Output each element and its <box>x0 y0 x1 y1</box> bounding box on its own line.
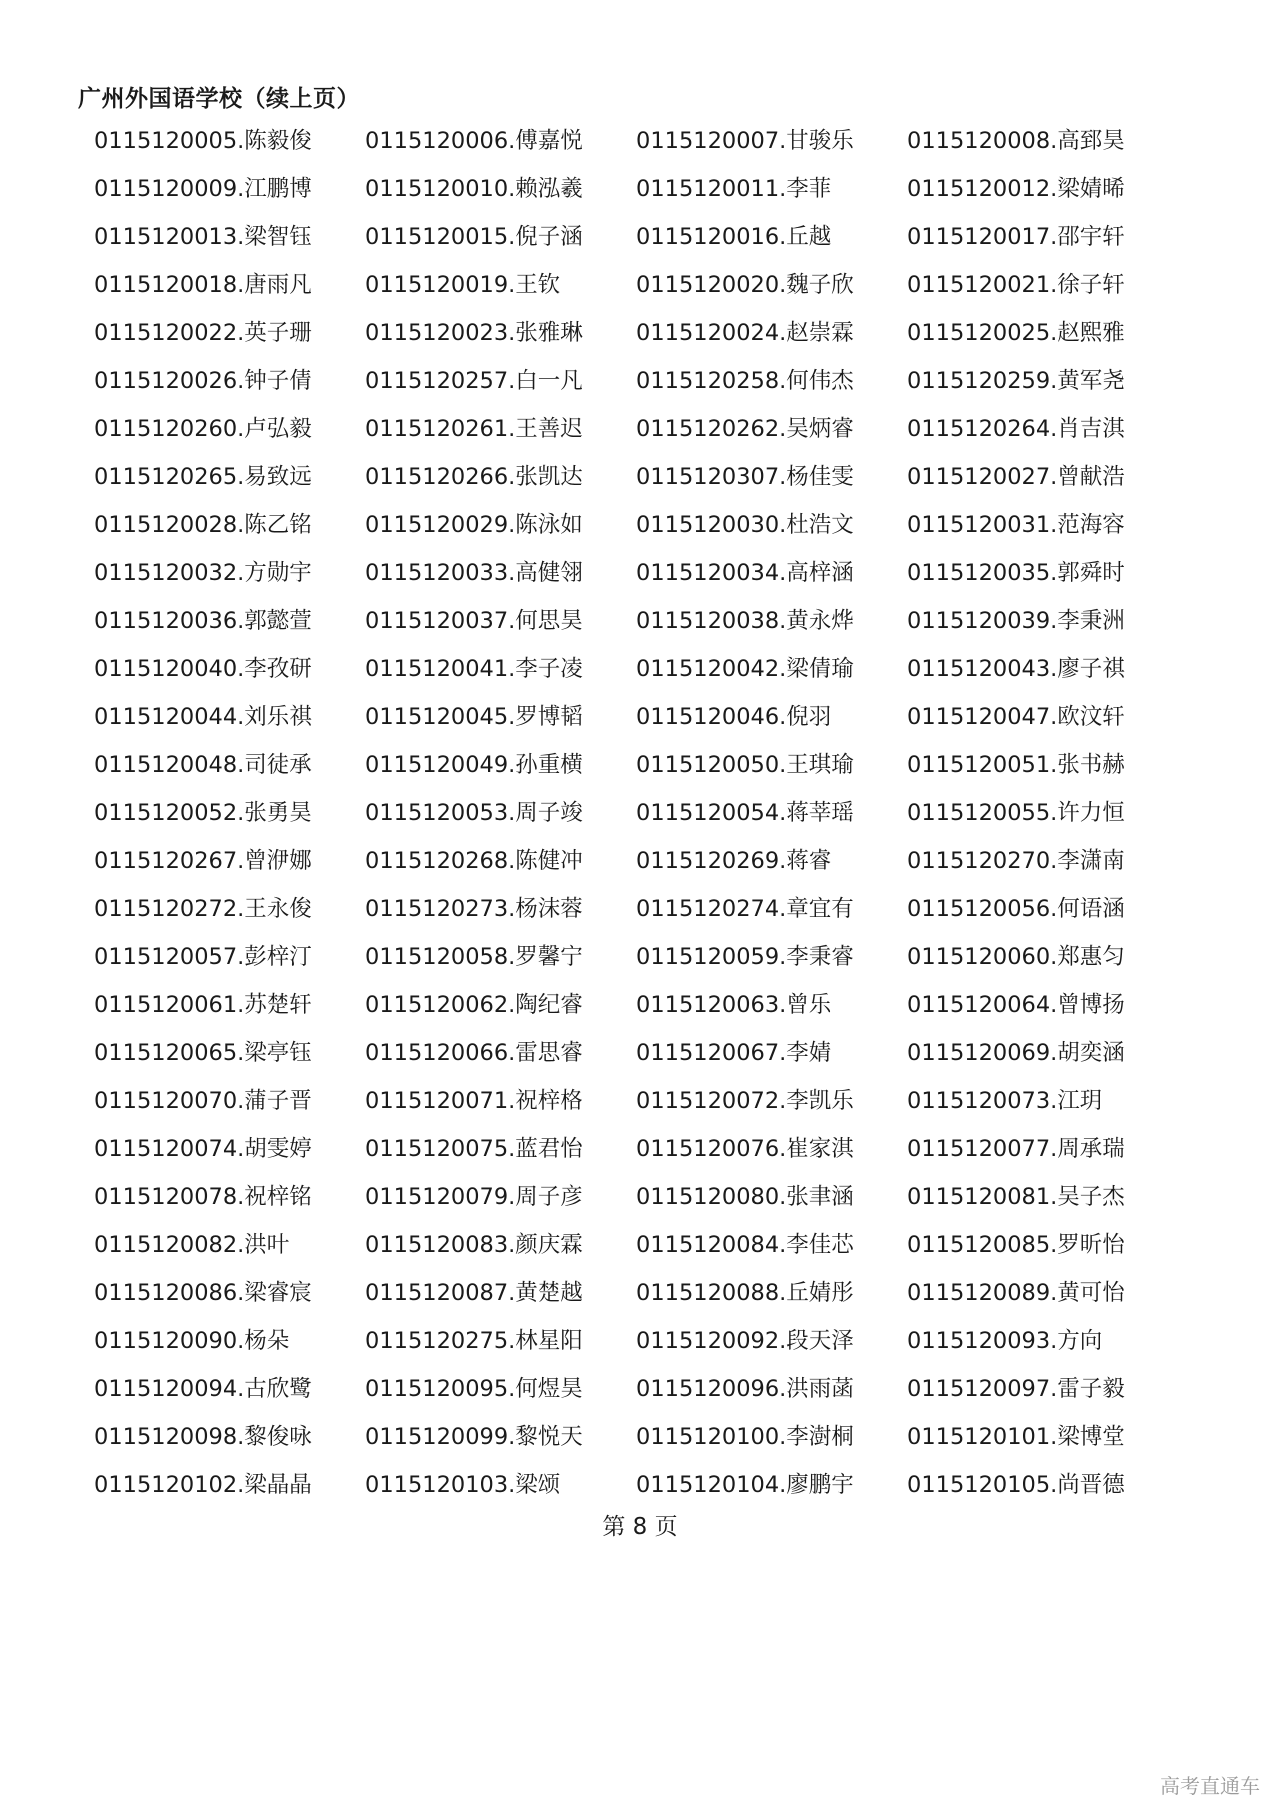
student-entry: 0115120079.周子彦 <box>365 1184 583 1210</box>
student-entry: 0115120269.蒋睿 <box>636 848 832 874</box>
student-entry: 0115120089.黄可怡 <box>907 1280 1125 1306</box>
list-row <box>94 220 1194 268</box>
student-entry: 0115120006.傅嘉悦 <box>365 128 583 154</box>
student-entry: 0115120082.洪叶 <box>94 1232 290 1258</box>
student-entry: 0115120055.许力恒 <box>907 800 1125 826</box>
student-entry: 0115120043.廖子祺 <box>907 656 1125 682</box>
student-entry: 0115120067.李婧 <box>636 1040 832 1066</box>
student-entry: 0115120273.杨沫蓉 <box>365 896 583 922</box>
school-heading: 广州外国语学校（续上页） <box>78 86 360 112</box>
list-row <box>94 1228 1194 1276</box>
student-entry: 0115120260.卢弘毅 <box>94 416 312 442</box>
student-entry: 0115120061.苏楚轩 <box>94 992 312 1018</box>
student-list-grid <box>94 124 1194 1516</box>
list-row <box>94 460 1194 508</box>
student-entry: 0115120017.邵宇轩 <box>907 224 1125 250</box>
student-entry: 0115120053.周子竣 <box>365 800 583 826</box>
list-row <box>94 316 1194 364</box>
student-entry: 0115120062.陶纪睿 <box>365 992 583 1018</box>
student-entry: 0115120078.祝梓铭 <box>94 1184 312 1210</box>
student-entry: 0115120072.李凯乐 <box>636 1088 854 1114</box>
student-entry: 0115120076.崔家淇 <box>636 1136 854 1162</box>
student-entry: 0115120027.曾献浩 <box>907 464 1125 490</box>
student-entry: 0115120093.方向 <box>907 1328 1103 1354</box>
student-entry: 0115120042.梁倩瑜 <box>636 656 854 682</box>
student-entry: 0115120046.倪羽 <box>636 704 832 730</box>
student-entry: 0115120272.王永俊 <box>94 896 312 922</box>
student-entry: 0115120025.赵熙雅 <box>907 320 1125 346</box>
student-entry: 0115120051.张书赫 <box>907 752 1125 778</box>
list-row <box>94 1276 1194 1324</box>
student-entry: 0115120038.黄永烨 <box>636 608 854 634</box>
student-entry: 0115120088.丘婧彤 <box>636 1280 854 1306</box>
student-entry: 0115120029.陈泳如 <box>365 512 583 538</box>
student-entry: 0115120073.江玥 <box>907 1088 1103 1114</box>
student-entry: 0115120077.周承瑞 <box>907 1136 1125 1162</box>
student-entry: 0115120267.曾洢娜 <box>94 848 312 874</box>
student-entry: 0115120045.罗博韬 <box>365 704 583 730</box>
list-row <box>94 508 1194 556</box>
student-entry: 0115120258.何伟杰 <box>636 368 854 394</box>
list-row <box>94 268 1194 316</box>
student-entry: 0115120009.江鹏博 <box>94 176 312 202</box>
student-entry: 0115120069.胡奕涵 <box>907 1040 1125 1066</box>
list-row <box>94 124 1194 172</box>
student-entry: 0115120265.易致远 <box>94 464 312 490</box>
student-entry: 0115120021.徐子轩 <box>907 272 1125 298</box>
student-entry: 0115120101.梁博堂 <box>907 1424 1125 1450</box>
list-row <box>94 1132 1194 1180</box>
student-entry: 0115120262.吴炳睿 <box>636 416 854 442</box>
student-entry: 0115120018.唐雨凡 <box>94 272 312 298</box>
student-entry: 0115120307.杨佳雯 <box>636 464 854 490</box>
student-entry: 0115120049.孙重横 <box>365 752 583 778</box>
student-entry: 0115120013.梁智钰 <box>94 224 312 250</box>
student-entry: 0115120083.颜庆霖 <box>365 1232 583 1258</box>
student-entry: 0115120011.李菲 <box>636 176 832 202</box>
list-row <box>94 604 1194 652</box>
student-entry: 0115120022.英子珊 <box>94 320 312 346</box>
list-row <box>94 988 1194 1036</box>
student-entry: 0115120033.高健翎 <box>365 560 583 586</box>
list-row <box>94 940 1194 988</box>
student-entry: 0115120041.李子凌 <box>365 656 583 682</box>
student-entry: 0115120266.张凯达 <box>365 464 583 490</box>
list-row <box>94 1372 1194 1420</box>
student-entry: 0115120056.何语涵 <box>907 896 1125 922</box>
list-row <box>94 556 1194 604</box>
student-entry: 0115120060.郑惠匀 <box>907 944 1125 970</box>
student-entry: 0115120031.范海容 <box>907 512 1125 538</box>
student-entry: 0115120264.肖吉淇 <box>907 416 1125 442</box>
student-entry: 0115120035.郭舜时 <box>907 560 1125 586</box>
student-entry: 0115120086.梁睿宸 <box>94 1280 312 1306</box>
student-entry: 0115120057.彭梓汀 <box>94 944 312 970</box>
list-row <box>94 796 1194 844</box>
student-entry: 0115120087.黄楚越 <box>365 1280 583 1306</box>
student-entry: 0115120050.王琪瑜 <box>636 752 854 778</box>
student-entry: 0115120059.李秉睿 <box>636 944 854 970</box>
student-entry: 0115120039.李秉洲 <box>907 608 1125 634</box>
student-entry: 0115120026.钟子倩 <box>94 368 312 394</box>
student-entry: 0115120054.蒋莘瑶 <box>636 800 854 826</box>
page-number: 第 8 页 <box>602 1514 678 1540</box>
student-entry: 0115120024.赵崇霖 <box>636 320 854 346</box>
student-entry: 0115120010.赖泓羲 <box>365 176 583 202</box>
student-entry: 0115120020.魏子欣 <box>636 272 854 298</box>
student-entry: 0115120084.李佳芯 <box>636 1232 854 1258</box>
list-row <box>94 1180 1194 1228</box>
student-entry: 0115120104.廖鹏宇 <box>636 1472 854 1498</box>
list-row <box>94 844 1194 892</box>
list-row <box>94 1084 1194 1132</box>
student-entry: 0115120275.林星阳 <box>365 1328 583 1354</box>
student-entry: 0115120274.章宜有 <box>636 896 854 922</box>
student-entry: 0115120081.吴子杰 <box>907 1184 1125 1210</box>
list-row <box>94 1324 1194 1372</box>
student-entry: 0115120090.杨朵 <box>94 1328 290 1354</box>
student-entry: 0115120094.古欣鹭 <box>94 1376 312 1402</box>
list-row <box>94 364 1194 412</box>
student-entry: 0115120044.刘乐祺 <box>94 704 312 730</box>
student-entry: 0115120074.胡雯婷 <box>94 1136 312 1162</box>
list-row <box>94 412 1194 460</box>
student-entry: 0115120065.梁亭钰 <box>94 1040 312 1066</box>
list-row <box>94 748 1194 796</box>
student-entry: 0115120071.祝梓格 <box>365 1088 583 1114</box>
student-entry: 0115120063.曾乐 <box>636 992 832 1018</box>
student-entry: 0115120261.王善迟 <box>365 416 583 442</box>
student-entry: 0115120268.陈健冲 <box>365 848 583 874</box>
student-entry: 0115120066.雷思睿 <box>365 1040 583 1066</box>
student-entry: 0115120032.方勋宇 <box>94 560 312 586</box>
student-entry: 0115120016.丘越 <box>636 224 832 250</box>
student-entry: 0115120103.梁颂 <box>365 1472 561 1498</box>
student-entry: 0115120034.高梓涵 <box>636 560 854 586</box>
list-row <box>94 652 1194 700</box>
list-row <box>94 892 1194 940</box>
student-entry: 0115120005.陈毅俊 <box>94 128 312 154</box>
student-entry: 0115120023.张雅琳 <box>365 320 583 346</box>
student-entry: 0115120075.蓝君怡 <box>365 1136 583 1162</box>
student-entry: 0115120080.张聿涵 <box>636 1184 854 1210</box>
student-entry: 0115120052.张勇昊 <box>94 800 312 826</box>
student-entry: 0115120030.杜浩文 <box>636 512 854 538</box>
student-entry: 0115120098.黎俊咏 <box>94 1424 312 1450</box>
student-entry: 0115120064.曾博扬 <box>907 992 1125 1018</box>
student-entry: 0115120105.尚晋德 <box>907 1472 1125 1498</box>
list-row <box>94 1420 1194 1468</box>
list-row <box>94 1036 1194 1084</box>
student-entry: 0115120100.李澍桐 <box>636 1424 854 1450</box>
student-entry: 0115120102.梁晶晶 <box>94 1472 312 1498</box>
student-entry: 0115120096.洪雨菡 <box>636 1376 854 1402</box>
student-entry: 0115120036.郭懿萱 <box>94 608 312 634</box>
student-entry: 0115120037.何思昊 <box>365 608 583 634</box>
student-entry: 0115120097.雷子毅 <box>907 1376 1125 1402</box>
student-entry: 0115120040.李孜研 <box>94 656 312 682</box>
student-entry: 0115120028.陈乙铭 <box>94 512 312 538</box>
student-entry: 0115120007.甘骏乐 <box>636 128 854 154</box>
student-entry: 0115120047.欧汶轩 <box>907 704 1125 730</box>
student-entry: 0115120085.罗昕怡 <box>907 1232 1125 1258</box>
student-entry: 0115120019.王钦 <box>365 272 561 298</box>
watermark: 高考直通车 <box>1160 1774 1260 1798</box>
student-entry: 0115120099.黎悦天 <box>365 1424 583 1450</box>
list-row <box>94 172 1194 220</box>
student-entry: 0115120008.高郅昊 <box>907 128 1125 154</box>
student-entry: 0115120257.白一凡 <box>365 368 583 394</box>
student-entry: 0115120012.梁婧晞 <box>907 176 1125 202</box>
list-row <box>94 700 1194 748</box>
student-entry: 0115120070.蒲子晋 <box>94 1088 312 1114</box>
student-entry: 0115120058.罗馨宁 <box>365 944 583 970</box>
student-entry: 0115120095.何煜昊 <box>365 1376 583 1402</box>
student-entry: 0115120015.倪子涵 <box>365 224 583 250</box>
student-entry: 0115120092.段天泽 <box>636 1328 854 1354</box>
student-entry: 0115120270.李潇南 <box>907 848 1125 874</box>
student-entry: 0115120048.司徒承 <box>94 752 312 778</box>
student-entry: 0115120259.黄军尧 <box>907 368 1125 394</box>
